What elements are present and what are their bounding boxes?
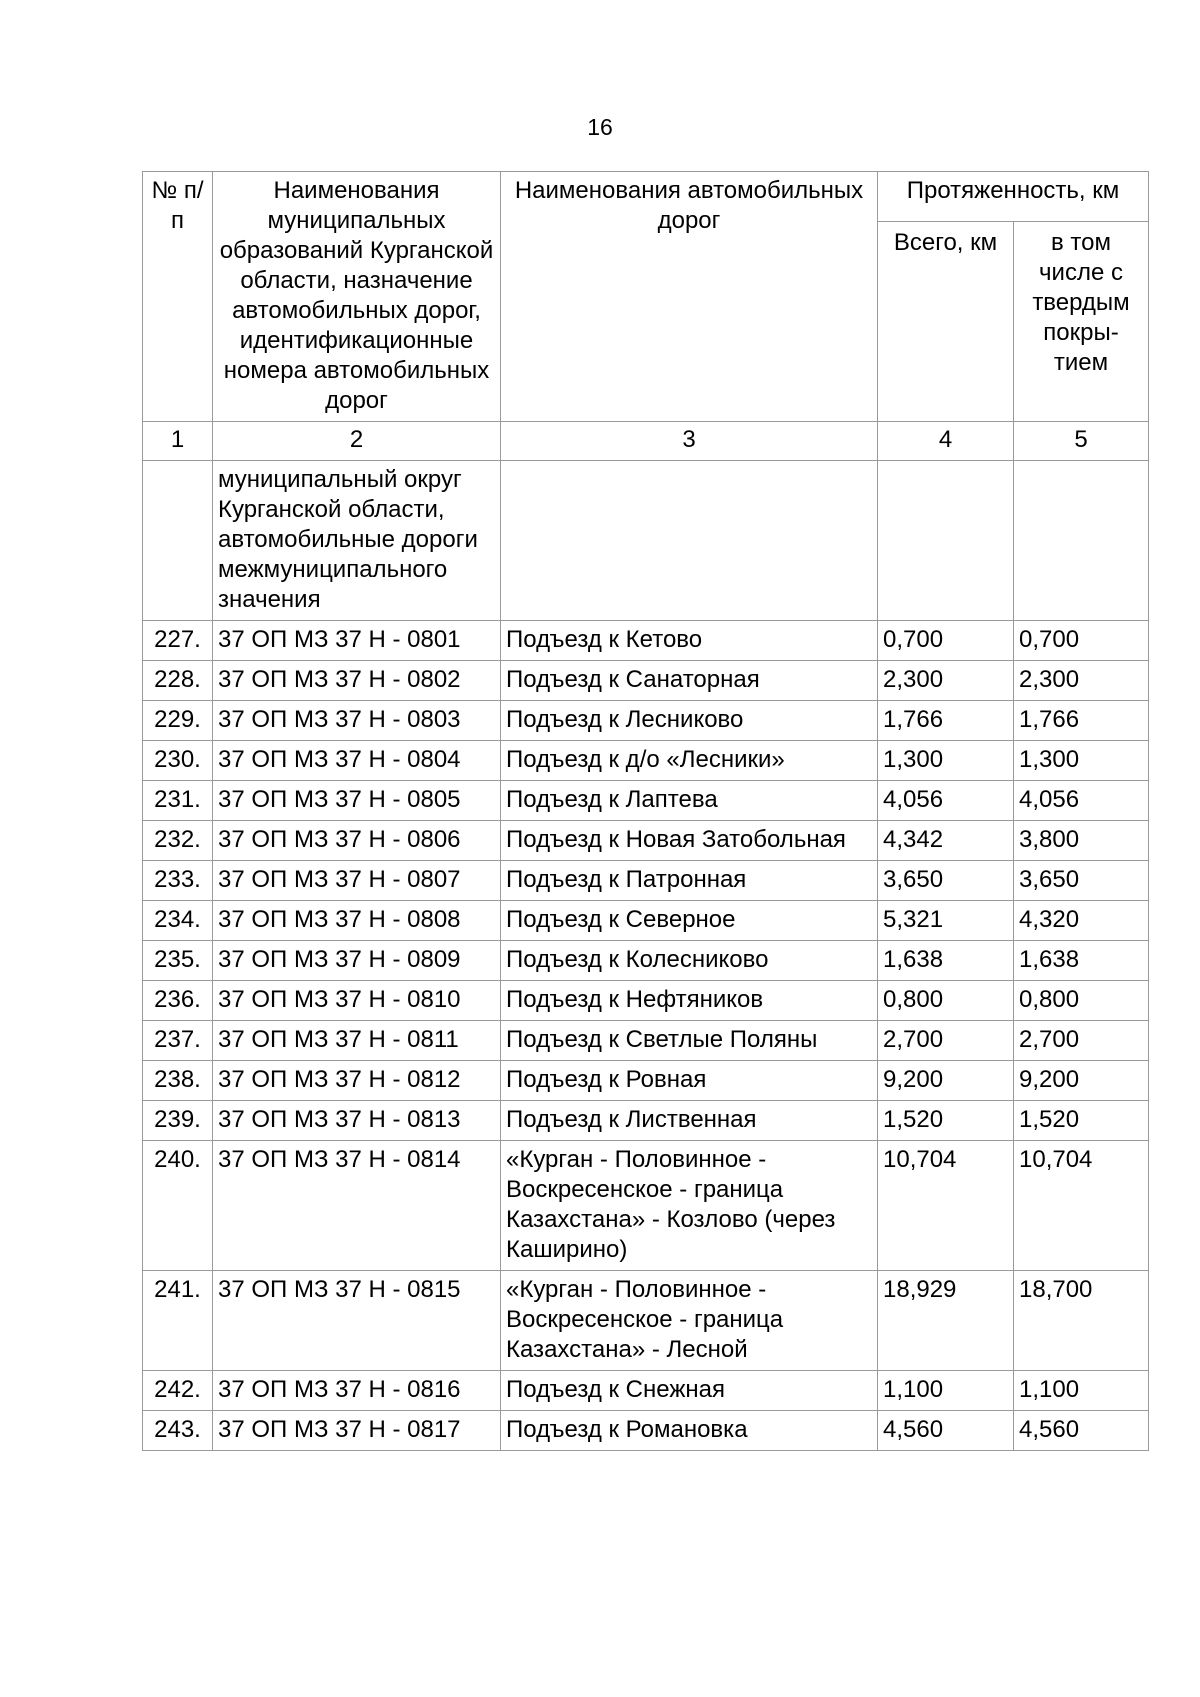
length-total: 1,638 xyxy=(878,941,1014,981)
section-empty-cell xyxy=(143,461,213,621)
road-id: 37 ОП МЗ 37 Н - 0805 xyxy=(213,781,501,821)
length-paved: 1,638 xyxy=(1014,941,1149,981)
road-name: Подъезд к Северное xyxy=(501,901,878,941)
column-numbers-row xyxy=(143,422,1149,461)
length-paved: 1,300 xyxy=(1014,741,1149,781)
length-total: 1,766 xyxy=(878,701,1014,741)
length-total: 10,704 xyxy=(878,1141,1014,1271)
road-id: 37 ОП МЗ 37 Н - 0812 xyxy=(213,1061,501,1101)
road-id: 37 ОП МЗ 37 Н - 0817 xyxy=(213,1411,501,1451)
row-index: 239. xyxy=(143,1101,213,1141)
length-paved: 1,766 xyxy=(1014,701,1149,741)
length-total: 9,200 xyxy=(878,1061,1014,1101)
table-row xyxy=(143,621,1149,661)
row-index: 236. xyxy=(143,981,213,1021)
road-name: Подъезд к Санаторная xyxy=(501,661,878,701)
row-index: 229. xyxy=(143,701,213,741)
section-title: муниципальный округ Курганской области, автомобильные дороги межмуниципального значения xyxy=(213,461,501,621)
table-row xyxy=(143,1021,1149,1061)
table-row xyxy=(143,1101,1149,1141)
table-row xyxy=(143,861,1149,901)
row-index: 233. xyxy=(143,861,213,901)
header-total: Всего, км xyxy=(878,221,1014,422)
road-id: 37 ОП МЗ 37 Н - 0806 xyxy=(213,821,501,861)
length-total: 3,650 xyxy=(878,861,1014,901)
length-total: 18,929 xyxy=(878,1271,1014,1371)
road-name: Подъезд к Кетово xyxy=(501,621,878,661)
table-row xyxy=(143,701,1149,741)
table-row xyxy=(143,901,1149,941)
road-name: Подъезд к Колесниково xyxy=(501,941,878,981)
length-total: 4,056 xyxy=(878,781,1014,821)
road-name: Подъезд к д/о «Лесники» xyxy=(501,741,878,781)
road-id: 37 ОП МЗ 37 Н - 0813 xyxy=(213,1101,501,1141)
section-empty-cell xyxy=(1014,461,1149,621)
row-index: 227. xyxy=(143,621,213,661)
length-paved: 2,300 xyxy=(1014,661,1149,701)
row-index: 232. xyxy=(143,821,213,861)
length-total: 2,700 xyxy=(878,1021,1014,1061)
length-total: 0,800 xyxy=(878,981,1014,1021)
row-index: 237. xyxy=(143,1021,213,1061)
length-total: 1,520 xyxy=(878,1101,1014,1141)
header-index: № п/п xyxy=(143,172,213,422)
table-row xyxy=(143,1061,1149,1101)
road-id: 37 ОП МЗ 37 Н - 0816 xyxy=(213,1371,501,1411)
length-paved: 1,520 xyxy=(1014,1101,1149,1141)
table-row xyxy=(143,1141,1149,1271)
row-index: 242. xyxy=(143,1371,213,1411)
table-row xyxy=(143,1371,1149,1411)
row-index: 240. xyxy=(143,1141,213,1271)
column-number: 5 xyxy=(1014,422,1149,461)
header-municipality: Наименования муниципальных образований Курганской области, назначение автомобильных дорог, идентификационные номера автомобильных дорог xyxy=(213,172,501,422)
length-total: 4,560 xyxy=(878,1411,1014,1451)
table-row xyxy=(143,1411,1149,1451)
length-total: 0,700 xyxy=(878,621,1014,661)
table-row xyxy=(143,741,1149,781)
length-total: 1,300 xyxy=(878,741,1014,781)
road-name: Подъезд к Романовка xyxy=(501,1411,878,1451)
road-name: Подъезд к Светлые Поляны xyxy=(501,1021,878,1061)
road-id: 37 ОП МЗ 37 Н - 0803 xyxy=(213,701,501,741)
length-paved: 3,800 xyxy=(1014,821,1149,861)
road-id: 37 ОП МЗ 37 Н - 0801 xyxy=(213,621,501,661)
row-index: 243. xyxy=(143,1411,213,1451)
length-paved: 9,200 xyxy=(1014,1061,1149,1101)
section-empty-cell xyxy=(878,461,1014,621)
road-id: 37 ОП МЗ 37 Н - 0814 xyxy=(213,1141,501,1271)
length-paved: 0,700 xyxy=(1014,621,1149,661)
header-length-group: Протяженность, км xyxy=(878,172,1149,222)
road-name: Подъезд к Лаптева xyxy=(501,781,878,821)
row-index: 241. xyxy=(143,1271,213,1371)
road-name: Подъезд к Лиственная xyxy=(501,1101,878,1141)
column-number: 1 xyxy=(143,422,213,461)
row-index: 231. xyxy=(143,781,213,821)
length-total: 2,300 xyxy=(878,661,1014,701)
header-paved: в том числе с твердым покры-тием xyxy=(1014,221,1149,422)
header-row xyxy=(143,172,1149,222)
table-row xyxy=(143,941,1149,981)
road-id: 37 ОП МЗ 37 Н - 0815 xyxy=(213,1271,501,1371)
length-paved: 1,100 xyxy=(1014,1371,1149,1411)
table-row xyxy=(143,821,1149,861)
length-paved: 4,056 xyxy=(1014,781,1149,821)
length-paved: 0,800 xyxy=(1014,981,1149,1021)
road-id: 37 ОП МЗ 37 Н - 0810 xyxy=(213,981,501,1021)
road-id: 37 ОП МЗ 37 Н - 0808 xyxy=(213,901,501,941)
road-id: 37 ОП МЗ 37 Н - 0802 xyxy=(213,661,501,701)
road-id: 37 ОП МЗ 37 Н - 0809 xyxy=(213,941,501,981)
table-row xyxy=(143,781,1149,821)
length-paved: 4,560 xyxy=(1014,1411,1149,1451)
length-paved: 3,650 xyxy=(1014,861,1149,901)
length-paved: 2,700 xyxy=(1014,1021,1149,1061)
road-name: Подъезд к Патронная xyxy=(501,861,878,901)
table-row xyxy=(143,1271,1149,1371)
road-name: Подъезд к Нефтяников xyxy=(501,981,878,1021)
row-index: 230. xyxy=(143,741,213,781)
road-name: Подъезд к Новая Затобольная xyxy=(501,821,878,861)
road-id: 37 ОП МЗ 37 Н - 0811 xyxy=(213,1021,501,1061)
length-paved: 18,700 xyxy=(1014,1271,1149,1371)
road-id: 37 ОП МЗ 37 Н - 0807 xyxy=(213,861,501,901)
road-name: «Курган - Половинное - Воскресенское - граница Казахстана» - Козлово (через Каширино) xyxy=(501,1141,878,1271)
length-paved: 10,704 xyxy=(1014,1141,1149,1271)
road-name: Подъезд к Снежная xyxy=(501,1371,878,1411)
table-row xyxy=(143,661,1149,701)
road-name: «Курган - Половинное - Воскресенское - граница Казахстана» - Лесной xyxy=(501,1271,878,1371)
roads-table xyxy=(142,171,1149,1451)
length-total: 5,321 xyxy=(878,901,1014,941)
table-body xyxy=(143,461,1149,1451)
row-index: 235. xyxy=(143,941,213,981)
road-name: Подъезд к Ровная xyxy=(501,1061,878,1101)
row-index: 238. xyxy=(143,1061,213,1101)
row-index: 234. xyxy=(143,901,213,941)
page-number: 16 xyxy=(587,114,613,140)
table-row xyxy=(143,981,1149,1021)
column-number: 2 xyxy=(213,422,501,461)
length-total: 4,342 xyxy=(878,821,1014,861)
header-road-name: Наименования автомобильных дорог xyxy=(501,172,878,422)
length-total: 1,100 xyxy=(878,1371,1014,1411)
road-id: 37 ОП МЗ 37 Н - 0804 xyxy=(213,741,501,781)
section-row xyxy=(143,461,1149,621)
column-number: 3 xyxy=(501,422,878,461)
column-number: 4 xyxy=(878,422,1014,461)
row-index: 228. xyxy=(143,661,213,701)
section-empty-cell xyxy=(501,461,878,621)
road-name: Подъезд к Лесниково xyxy=(501,701,878,741)
length-paved: 4,320 xyxy=(1014,901,1149,941)
